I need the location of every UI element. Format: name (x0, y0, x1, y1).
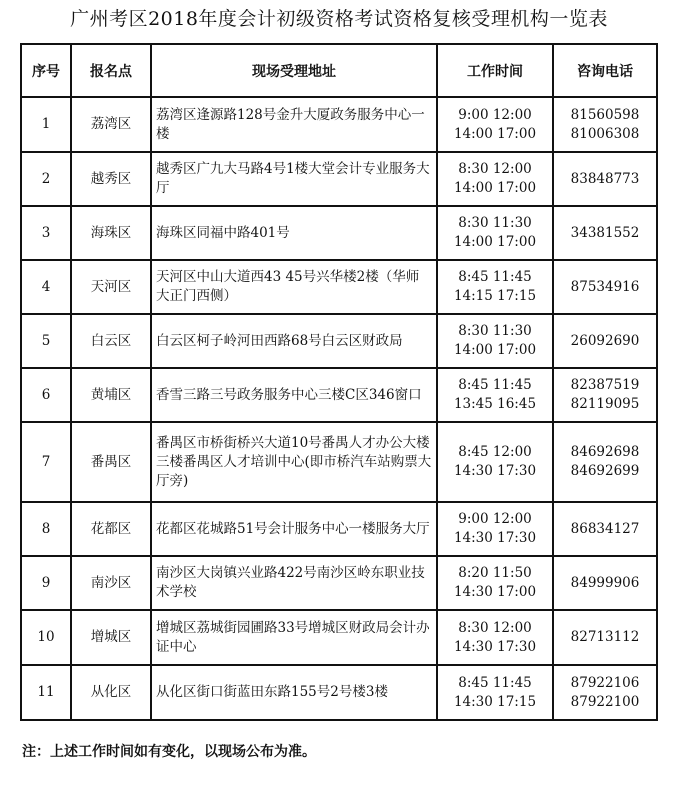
phone-number: 84692698 (570, 444, 640, 460)
header-time: 工作时间 (437, 44, 553, 97)
row-number: 11 (21, 665, 71, 720)
site-name: 海珠区 (71, 206, 151, 260)
phone-numbers (553, 368, 657, 422)
work-hours (437, 314, 553, 368)
work-hours-line: 14:30 17:30 (453, 638, 537, 655)
site-name: 荔湾区 (71, 97, 151, 152)
phone-number: 84692699 (570, 463, 640, 479)
work-hours-line: 14:00 17:00 (453, 342, 537, 358)
site-name: 花都区 (71, 502, 151, 556)
header-site: 报名点 (71, 44, 151, 97)
row-number: 1 (21, 97, 71, 152)
work-hours-line: 8:20 11:50 (458, 565, 532, 581)
table-row (21, 422, 657, 502)
table-row (21, 556, 657, 610)
work-hours-line: 9:00 12:00 (458, 511, 532, 527)
phone-number: 84999906 (570, 574, 640, 591)
row-number: 6 (21, 368, 71, 422)
phone-number: 81560598 (570, 106, 640, 123)
row-number: 8 (21, 502, 71, 556)
table-row (21, 610, 657, 665)
work-hours-line: 13:45 16:45 (453, 396, 537, 412)
header-phone: 咨询电话 (553, 44, 657, 97)
site-address: 番禺区市桥街桥兴大道10号番禺人才办公大楼三楼番禺区人才培训中心(即市桥汽车站购票大厅旁) (151, 422, 437, 502)
table-row (21, 314, 657, 368)
site-address: 南沙区大岗镇兴业路422号南沙区岭东职业技术学校 (151, 556, 437, 610)
work-hours-line: 14:30 17:30 (453, 463, 537, 479)
row-number: 3 (21, 206, 71, 260)
table-row (21, 206, 657, 260)
work-hours-line: 14:00 17:00 (453, 234, 537, 250)
phone-numbers (553, 260, 657, 314)
phone-number: 81006308 (570, 125, 640, 142)
site-address: 花都区花城路51号会计服务中心一楼服务大厅 (151, 502, 437, 556)
phone-number: 83848773 (570, 170, 640, 187)
agency-table (20, 43, 658, 721)
phone-numbers (553, 556, 657, 610)
work-hours (437, 97, 553, 152)
site-address: 增城区荔城街园圃路33号增城区财政局会计办证中心 (151, 610, 437, 665)
work-hours-line: 9:00 12:00 (458, 106, 532, 123)
site-address: 荔湾区逢源路128号金升大厦政务服务中心一楼 (151, 97, 437, 152)
site-address: 越秀区广九大马路4号1楼大堂会计专业服务大厅 (151, 152, 437, 206)
table-row (21, 152, 657, 206)
work-hours-line: 8:30 12:00 (458, 161, 532, 177)
work-hours (437, 610, 553, 665)
row-number: 10 (21, 610, 71, 665)
work-hours (437, 502, 553, 556)
phone-numbers (553, 314, 657, 368)
site-address: 香雪三路三号政务服务中心三楼C区346窗口 (151, 368, 437, 422)
site-name: 黄埔区 (71, 368, 151, 422)
header-no: 序号 (21, 44, 71, 97)
footnote: 注：上述工作时间如有变化，以现场公布为准。 (22, 744, 316, 760)
work-hours (437, 422, 553, 502)
work-hours-line: 8:30 11:30 (458, 323, 532, 339)
phone-number: 87922100 (570, 693, 640, 710)
work-hours-line: 14:30 17:15 (453, 693, 537, 710)
site-name: 南沙区 (71, 556, 151, 610)
work-hours-line: 8:45 12:00 (458, 444, 532, 460)
work-hours-line: 14:30 17:30 (453, 530, 537, 546)
site-name: 越秀区 (71, 152, 151, 206)
site-name: 增城区 (71, 610, 151, 665)
work-hours (437, 206, 553, 260)
work-hours (437, 368, 553, 422)
header-address: 现场受理地址 (151, 44, 437, 97)
site-address: 白云区柯子岭河田西路68号白云区财政局 (151, 314, 437, 368)
phone-numbers (553, 665, 657, 720)
table-row (21, 97, 657, 152)
work-hours-line: 8:45 11:45 (458, 269, 532, 285)
row-number: 2 (21, 152, 71, 206)
work-hours-line: 8:45 11:45 (458, 377, 532, 393)
work-hours (437, 556, 553, 610)
phone-numbers (553, 610, 657, 665)
row-number: 9 (21, 556, 71, 610)
work-hours-line: 8:30 11:30 (458, 215, 532, 231)
work-hours-line: 8:30 12:00 (458, 619, 532, 636)
work-hours-line: 14:30 17:00 (453, 584, 537, 600)
site-name: 番禺区 (71, 422, 151, 502)
work-hours-line: 8:45 11:45 (458, 674, 532, 691)
phone-numbers (553, 97, 657, 152)
work-hours-line: 14:00 17:00 (453, 180, 537, 196)
phone-number: 82119095 (570, 396, 640, 412)
phone-number: 26092690 (570, 332, 640, 349)
phone-numbers (553, 502, 657, 556)
site-name: 从化区 (71, 665, 151, 720)
work-hours (437, 260, 553, 314)
phone-numbers (553, 206, 657, 260)
phone-number: 87534916 (570, 278, 640, 295)
work-hours-line: 14:15 17:15 (453, 288, 537, 304)
work-hours-line: 14:00 17:00 (453, 125, 537, 142)
site-address: 从化区街口街蓝田东路155号2号楼3楼 (151, 665, 437, 720)
phone-numbers (553, 152, 657, 206)
work-hours (437, 152, 553, 206)
phone-numbers (553, 422, 657, 502)
row-number: 4 (21, 260, 71, 314)
phone-number: 86834127 (570, 520, 640, 537)
site-address: 海珠区同福中路401号 (151, 206, 437, 260)
table-row (21, 368, 657, 422)
site-name: 天河区 (71, 260, 151, 314)
row-number: 7 (21, 422, 71, 502)
page-title: 广州考区2018年度会计初级资格考试资格复核受理机构一览表 (70, 8, 608, 30)
site-name: 白云区 (71, 314, 151, 368)
table-row (21, 502, 657, 556)
table-row (21, 665, 657, 720)
row-number: 5 (21, 314, 71, 368)
table-header-row (21, 44, 657, 97)
phone-number: 34381552 (570, 224, 640, 241)
site-address: 天河区中山大道西43 45号兴华楼2楼（华师大正门西侧） (151, 260, 437, 314)
phone-number: 87922106 (570, 674, 640, 691)
phone-number: 82713112 (570, 629, 640, 645)
table-row (21, 260, 657, 314)
phone-number: 82387519 (570, 377, 640, 393)
work-hours (437, 665, 553, 720)
